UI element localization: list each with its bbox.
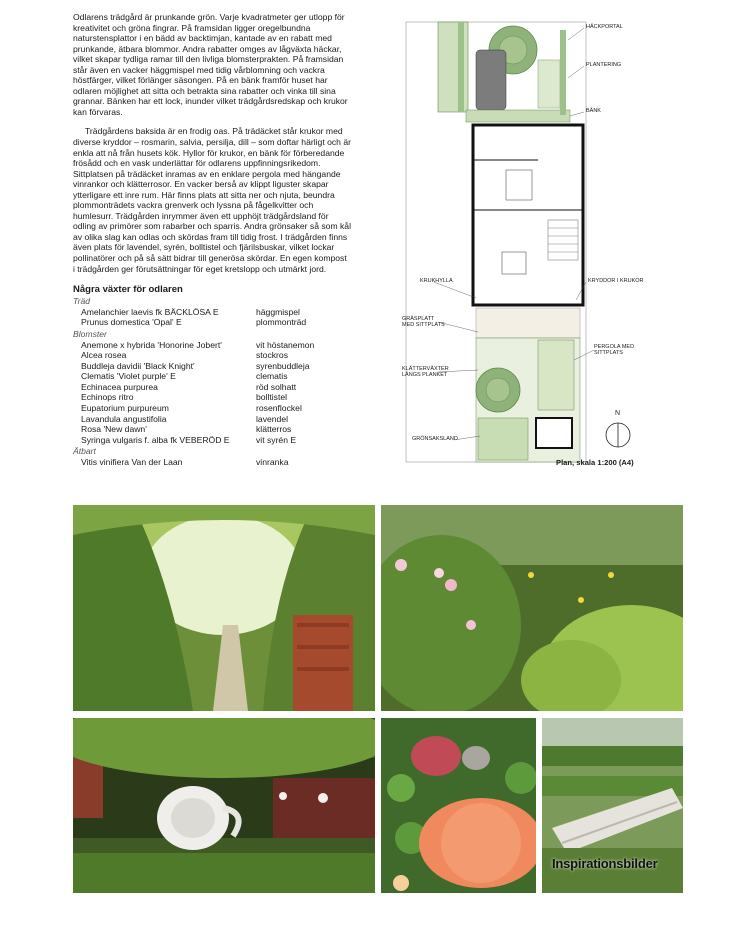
plant-category: [73, 296, 351, 328]
photo-green-arbor: [73, 505, 375, 711]
plan-label-grasplatt: GRÄSPLATT MED SITTPLATS: [402, 316, 445, 328]
plant-scientific-name: Amelanchier laevis fk BÄCKLÖSA E: [81, 306, 219, 317]
plan-label-pergola: PERGOLA MED SITTPLATS: [594, 344, 635, 356]
plant-scientific-name: Alcea rosea: [81, 350, 127, 361]
plant-scientific-name: Echinacea purpurea: [81, 381, 158, 392]
plant-scientific-name: Syringa vulgaris f. alba fk VEBERÖD E: [81, 434, 230, 445]
plant-swedish-name: vit syrén E: [256, 434, 297, 445]
plant-row: [73, 361, 351, 372]
plant-swedish-name: vit höstanemon: [256, 339, 315, 350]
plant-category-name: Ätbart: [73, 446, 96, 457]
plant-row: [73, 392, 351, 403]
plant-scientific-name: Rosa 'New dawn': [81, 424, 147, 435]
north-arrow-label: N: [615, 410, 621, 417]
paragraph-front-garden: Odlarens trädgård är prunkande grön. Varje kvadratmeter ger utlopp för kreativitet och gröna fingrar. På framsidan ligger oregelbundna naturstensplattor i en bädd av backtimjan, kantade av en rabatt med prunkande, ätbara blommor. Andra rabatter omges av lågväxta häckar, vilket skapar tydliga ramar till den livliga blomsterprakten. På framsidan står även en vacker häggmispel med tidig vårblomning och vackra höstfärger, vilket förlänger säsongen. På en bänk framför huset har odlaren möjlighet att sitta och betrakta sina rabatter och vinka till sina grannar. Bänken har ett lock, inunder vilket trädgårdsredskap och krukor kan förvaras.: [73, 12, 348, 117]
plant-scientific-name: Eupatorium purpureum: [81, 403, 169, 414]
plant-scientific-name: Vitis vinifiera Van der Laan: [81, 457, 183, 468]
plan-caption: Plan, skala 1:200 (A4): [556, 458, 634, 467]
text-column: [73, 12, 351, 468]
plant-row: [73, 424, 351, 435]
plant-scientific-name: Clematis 'Violet purple' E: [81, 371, 176, 382]
plan-label-gronsaksland: GRÖNSAKSLAND: [412, 436, 458, 442]
plant-row: [73, 307, 351, 318]
plant-swedish-name: klätterros: [256, 424, 292, 435]
plant-row: [73, 435, 351, 446]
plant-category: [73, 446, 351, 467]
plant-swedish-name: häggmispel: [256, 306, 300, 317]
photo-flowers-and-rhubarb: [381, 505, 683, 711]
plan-label-kryddor: KRYDDOR I KRUKOR: [588, 278, 644, 284]
plant-swedish-name: syrenbuddleja: [256, 360, 310, 371]
plant-scientific-name: Buddleja davidii 'Black Knight': [81, 360, 195, 371]
plant-swedish-name: röd solhatt: [256, 381, 297, 392]
plant-swedish-name: vinranka: [256, 457, 289, 468]
plant-list-title: Några växter för odlaren: [73, 284, 183, 296]
plant-scientific-name: Anemone x hybrida 'Honorine Jobert': [81, 339, 222, 350]
photo-pumpkins: [381, 718, 536, 893]
plant-category-name: Träd: [73, 296, 91, 307]
plant-category-name: Blomster: [73, 328, 107, 339]
plant-row: [73, 340, 351, 351]
plant-row: [73, 414, 351, 425]
plan-label-bank: BÄNK: [586, 108, 601, 114]
plant-row: [73, 457, 351, 468]
paragraph-back-garden: Trädgårdens baksida är en frodig oas. På trädäcket står krukor med diverse kryddor – rosmarin, salvia, persilja, dill – som doftar härligt och är enkla att nå från husets kök. Hyllor för krukor, en bänk för förberedande frösådd och en vask underlättar för odlarens uppfinningsrikedom. Sittplatsen på trädäcket inramas av en enklare pergola med hängande vinrankor och klätterrosor. En vacker berså av klippt liguster skapar ytterligare ett inre rum. Här finns plats att sitta ner och njuta, beundra plommonträdets vackra grenverk och lyssna på fågelkvitter och humlesurr. Trädgården inrymmer även ett upphöjt trädgårdsland för odling av primörer som rabarber och sparris. Andra grönsaker så som kål av olika slag kan odlas och skördas fram till tidig frost. I trädgården finns även plats för lavendel, syrén, bolltistel och fjärilsbuskar, vilket lockar pollinatörer och på så sätt bidrar till generösa skördar. En egen kompost i trädgården ger förutsättningar för eget kretslopp och utmärkt jord.: [73, 126, 351, 274]
plant-swedish-name: plommonträd: [256, 317, 307, 328]
plant-swedish-name: rosenflockel: [256, 403, 302, 414]
inspiration-label: Inspirationsbilder: [552, 856, 658, 871]
plant-swedish-name: stockros: [256, 350, 288, 361]
plant-row: [73, 382, 351, 393]
plant-row: [73, 317, 351, 328]
plan-label-plantering: PLANTERING: [586, 62, 622, 68]
plant-row: [73, 403, 351, 414]
plant-scientific-name: Lavandula angustifolia: [81, 413, 167, 424]
plant-category: [73, 329, 351, 446]
plant-scientific-name: Prunus domestica 'Opal' E: [81, 317, 182, 328]
plant-scientific-name: Echinops ritro: [81, 392, 134, 403]
photo-teacup-sculpture: [73, 718, 375, 893]
plant-swedish-name: clematis: [256, 371, 288, 382]
plan-label-krukhylla: KRUKHYLLA: [420, 278, 453, 284]
garden-plan-drawing: [398, 20, 656, 472]
plan-label-klatter: KLÄTTERVÄXTER LÄNGS PLANKET: [402, 366, 449, 378]
plant-row: [73, 350, 351, 361]
plant-swedish-name: lavendel: [256, 413, 289, 424]
plant-row: [73, 371, 351, 382]
plan-label-hackportal: HÄCKPORTAL: [586, 24, 623, 30]
plant-swedish-name: bolltistel: [256, 392, 288, 403]
garden-plan: [398, 20, 656, 472]
